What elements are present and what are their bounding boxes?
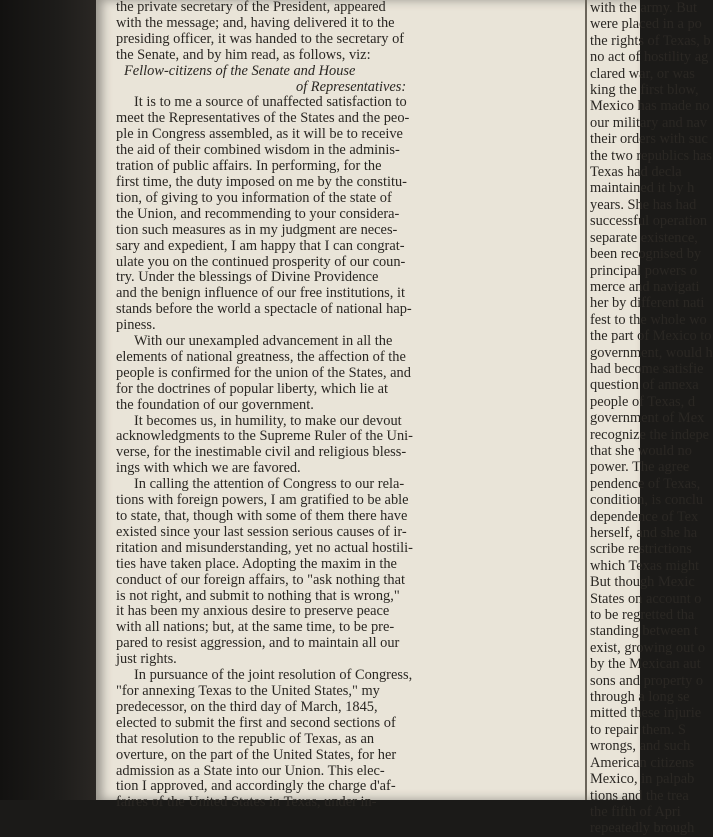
text-line: fest to the whole wo [590, 311, 707, 328]
text-line: their orders with suc [590, 131, 708, 148]
text-line: stands before the world a spectacle of national hap- [116, 301, 412, 318]
text-line: her by different nati [590, 295, 705, 312]
text-line: exist, growing out o [590, 639, 706, 656]
text-line: tions and the trea [590, 787, 689, 804]
text-line: separate existence, [590, 229, 698, 246]
text-line: scribe restrictions [590, 541, 692, 558]
paragraph-start: In calling the attention of Congress to our rela- [134, 476, 405, 493]
text-line: recognize the indepe [590, 426, 710, 443]
text-line: the aid of their combined wisdom in the adminis- [116, 142, 400, 159]
text-line: first time, the duty imposed on me by the constitu- [116, 173, 407, 190]
paragraph-start: It becomes us, in humility, to make our devout [134, 412, 402, 429]
text-line: Texas had decla [590, 164, 682, 181]
text-line: But though Mexic [590, 574, 695, 591]
column-divider [585, 0, 587, 800]
text-line: tion, of giving to you information of the state of [116, 189, 392, 206]
right-column [590, 0, 713, 837]
text-line: ties have taken place. Adopting the maxim in the [116, 555, 397, 572]
text-line: sary and expedient, I am happy that I can congrat- [116, 237, 405, 254]
text-line: which Texas might [590, 557, 700, 574]
text-line: existed since your last session serious causes of ir- [116, 523, 407, 540]
text-line: government, would h [590, 344, 713, 361]
text-line: with the message; and, having delivered it to the [116, 14, 395, 31]
salutation-line: Fellow-citizens of the Senate and House [124, 62, 356, 79]
text-line: overture, on the part of the United States, for her [116, 746, 397, 763]
text-line: with all nations; but, at the same time, to be pre- [116, 619, 395, 636]
text-line: meet the Representatives of the States and the peo- [116, 110, 410, 127]
text-line: power. The agree [590, 459, 690, 476]
text-line: our military and nav [590, 114, 708, 131]
text-line: ple in Congress assembled, as it will be to receive [116, 126, 403, 143]
text-line: that she would no [590, 442, 692, 459]
text-line: pendence of Texas, [590, 475, 701, 492]
text-line: years. She has had [590, 196, 697, 213]
text-line: through a long se [590, 689, 690, 706]
text-line: clared war, or was [590, 65, 695, 82]
text-line: condition, is conclu [590, 492, 704, 509]
text-line: the private secretary of the President, appeared [116, 0, 386, 15]
text-line: by the Mexican aut [590, 656, 701, 673]
text-line: try. Under the blessings of Divine Providence [116, 269, 379, 286]
text-line: Mexico, in palpab [590, 771, 695, 788]
text-line: successful operation [590, 213, 708, 230]
text-line: elected to submit the first and second sections of [116, 714, 396, 731]
text-line: to repair them. S [590, 721, 686, 738]
text-line: merce and navigati [590, 278, 700, 295]
text-line: just rights. [116, 651, 177, 668]
text-line: herself, and she ha [590, 525, 698, 541]
text-line: verse, for the inestimable civil and religious bless- [116, 444, 407, 461]
text-line: tion such measures as in my judgment are neces- [116, 221, 398, 238]
salutation-line: of Representatives: [296, 78, 407, 95]
text-line: tion I approved, and accordingly the charge d'af- [116, 778, 396, 795]
text-line: ings with which we are favored. [116, 460, 301, 477]
text-line: government of Mex [590, 410, 705, 427]
paragraph-start: In pursuance of the joint resolution of Congress, [134, 667, 413, 684]
text-line: faires of the United States in Texas, under in- [116, 794, 377, 811]
paragraph-start: It is to me a source of unaffected satisfaction to [134, 94, 407, 111]
text-line: tration of public affairs. In performing, for the [116, 158, 382, 175]
text-line: principal powers o [590, 262, 698, 279]
text-line: acknowledgments to the Supreme Ruler of the Uni- [116, 428, 413, 445]
text-line: the foundation of our government. [116, 396, 314, 413]
text-line: presiding officer, it was handed to the secretary of [116, 30, 405, 47]
text-line: wrongs, and such [590, 738, 691, 755]
text-line: dependence of Tex [590, 508, 699, 525]
text-line: American citizens [590, 754, 695, 771]
newspaper-page [96, 0, 713, 837]
text-line: and the benign influence of our free institutions, it [116, 285, 405, 302]
text-line: the fifth of Apri [590, 803, 681, 820]
text-line: conduct of our foreign affairs, to "ask nothing that [116, 571, 405, 588]
text-line: were placed in a po [590, 16, 702, 33]
text-line: States on account o [590, 590, 702, 607]
text-line: tions with foreign powers, I am gratified to be able [116, 492, 409, 509]
text-line: been recognised by [590, 246, 702, 263]
main-column [116, 0, 581, 811]
text-line: the Union, and recommending to your considera- [116, 205, 400, 222]
text-line: had become satisfie [590, 360, 704, 377]
text-line: the Senate, and by him read, as follows, viz: [116, 46, 371, 63]
text-line: is not right, and submit to nothing that is wrong," [116, 587, 400, 604]
text-line: with the army. But [590, 0, 697, 16]
dark-background [0, 0, 96, 800]
text-line: to state, that, though with some of them there have [116, 508, 408, 524]
text-line: that resolution to the republic of Texas, as an [116, 730, 375, 747]
text-line: standing between t [590, 623, 698, 640]
text-line: "for annexing Texas to the United States," my [116, 682, 380, 699]
text-line: no act of hostility ag [590, 49, 709, 66]
text-line: the two republics has [590, 147, 712, 164]
text-line: for the doctrines of popular liberty, which lie at [116, 380, 389, 397]
text-line: sons and property o [590, 672, 704, 689]
text-line: question of annexa [590, 377, 699, 394]
text-line: elements of national greatness, the affection of the [116, 348, 406, 365]
text-line: pared to resist aggression, and to maintain all our [116, 635, 400, 652]
text-line: admission as a State into our Union. This elec- [116, 762, 385, 779]
text-line: people is confirmed for the union of the States, and [116, 364, 411, 381]
text-line: to be regretted tha [590, 607, 695, 624]
text-line: maintained it by h [590, 180, 695, 197]
text-line: ritation and misunderstanding, yet no actual hostili- [116, 539, 413, 556]
text-line: the rights of Texas, b [590, 32, 711, 49]
text-line: king the first blow, [590, 82, 699, 99]
text-line: predecessor, on the third day of March, 1845, [116, 698, 378, 715]
text-line: the part of Mexico to [590, 328, 712, 345]
text-line: people of Texas, d [590, 393, 696, 410]
paragraph-start: With our unexampled advancement in all the [134, 333, 393, 350]
text-line: piness. [116, 317, 156, 334]
text-line: repeatedly brough [590, 820, 695, 837]
text-line: it has been my anxious desire to preserve peace [116, 603, 390, 620]
text-line: ulate you on the continued prosperity of our coun- [116, 253, 406, 270]
text-line: mitted these injurie [590, 705, 702, 722]
text-line: Mexico has made no [590, 98, 710, 115]
